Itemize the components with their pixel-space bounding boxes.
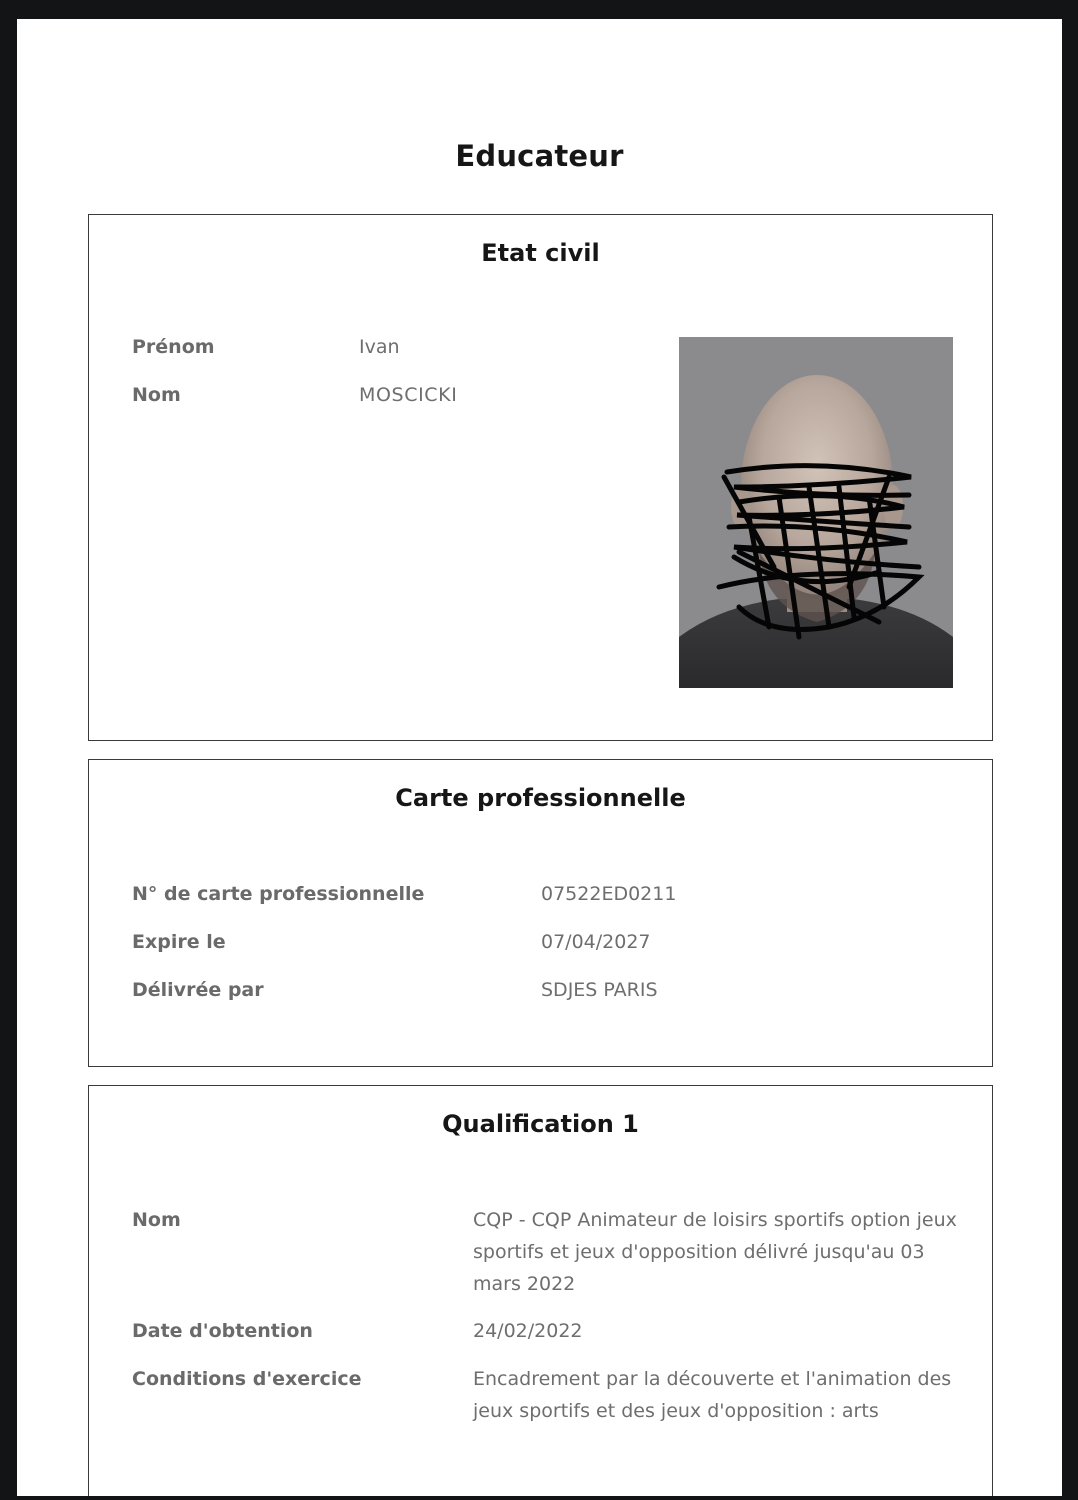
id-photo [679,337,953,688]
date-obtention-value: 24/02/2022 [473,1320,583,1342]
expire-value: 07/04/2027 [541,931,651,953]
conditions-label: Conditions d'exercice [132,1368,362,1390]
delivree-value: SDJES PARIS [541,979,658,1001]
qualification-nom-label: Nom [132,1209,181,1231]
page-title: Educateur [455,139,624,173]
date-obtention-label: Date d'obtention [132,1320,313,1342]
etat-civil-title: Etat civil [481,239,600,267]
qualification-title: Qualification 1 [442,1110,639,1138]
nom-label: Nom [132,384,181,406]
prenom-value: Ivan [359,336,400,358]
prenom-label: Prénom [132,336,215,358]
expire-label: Expire le [132,931,226,953]
document-page [17,19,1062,1496]
carte-title: Carte professionnelle [395,784,686,812]
qualification-nom-value: CQP - CQP Animateur de loisirs sportifs option jeux sportifs et jeux d'opposition délivré jusqu'au 03 mars 2022 [473,1209,957,1295]
numero-carte-value: 07522ED0211 [541,883,677,905]
qualification-card [88,1085,993,1496]
delivree-label: Délivrée par [132,979,264,1001]
numero-carte-label: N° de carte professionnelle [132,883,425,905]
etat-civil-card [88,214,993,741]
nom-value: MOSCICKI [359,384,458,406]
conditions-value: Encadrement par la découverte et l'animation des jeux sportifs et des jeux d'opposition : arts [473,1368,952,1422]
id-photo-icon [679,337,953,688]
carte-professionnelle-card [88,759,993,1067]
